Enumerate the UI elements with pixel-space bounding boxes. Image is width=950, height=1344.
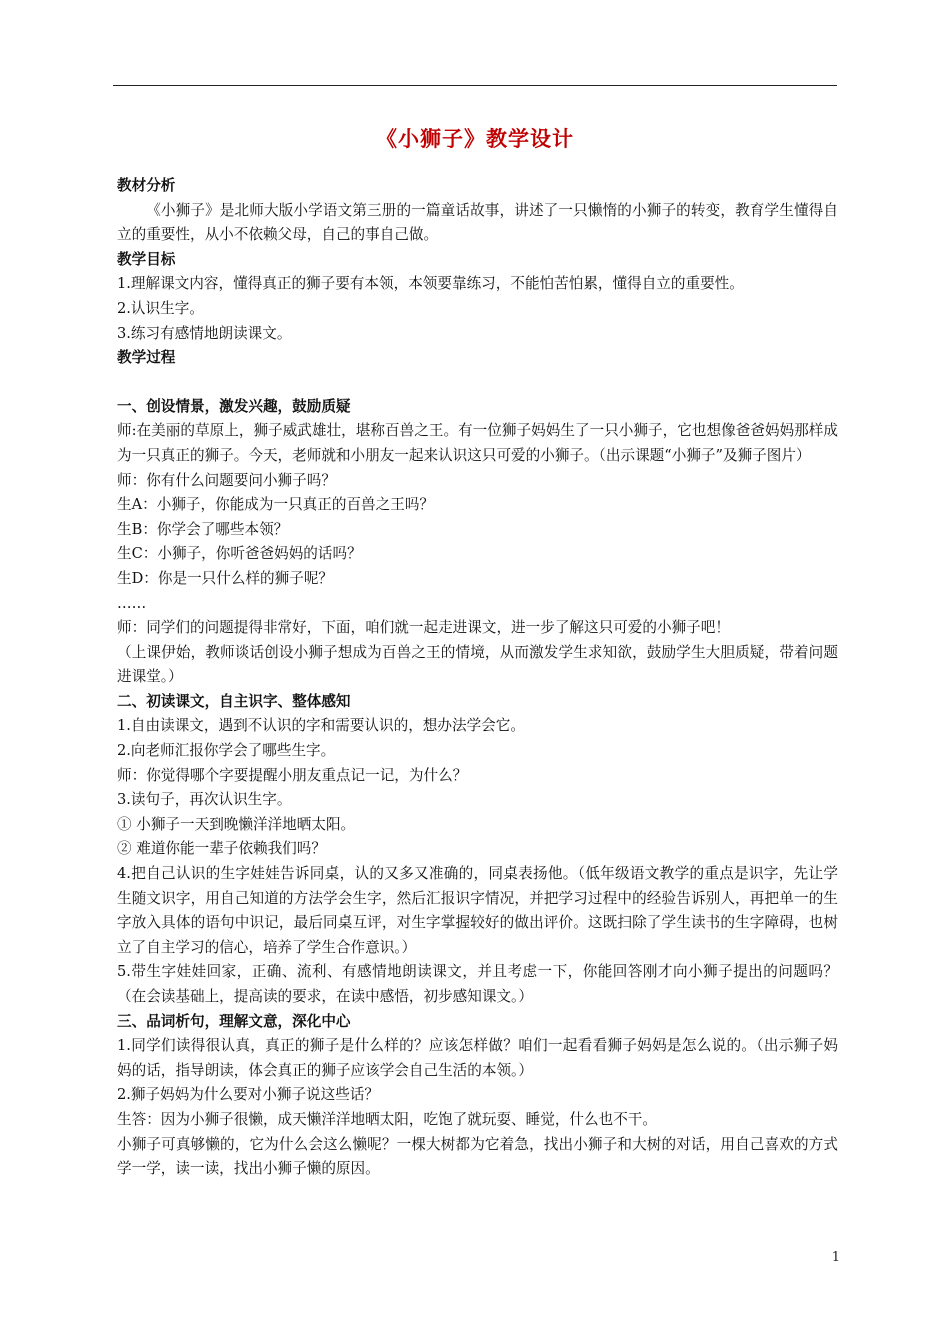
part2-line: 4.把自己认识的生字娃娃告诉同桌，认的又多又准确的，同桌表扬他。（低年级语文教学的重点是识字，先让学生随文识字，用自己知道的方法学会生字，然后汇报识字情况，并把学习过程中的经验告诉别人，再把单一的生字放入具体的语句中识记，最后同桌互评，对生字掌握较好的做出评价。这既扫除了学生读书的生字障碍，也树立了自主学习的信心，培养了学生合作意识。） xyxy=(117,865,838,956)
goal-item: 3.练习有感情地朗读课文。 xyxy=(117,324,292,342)
part3-line: 小狮子可真够懒的，它为什么会这么懒呢？一棵大树都为它着急，找出小狮子和大树的对话，用自己喜欢的方式学一学，读一读，找出小狮子懒的原因。 xyxy=(117,1135,838,1178)
part2-line: ① 小狮子一天到晚懒洋洋地晒太阳。 xyxy=(117,815,356,833)
part1-heading: 一、创设情景，激发兴趣，鼓励质疑 xyxy=(117,397,351,415)
part1-line: 生D：你是一只什么样的狮子呢？ xyxy=(117,569,334,587)
section-heading-goals: 教学目标 xyxy=(117,250,176,268)
part3-line: 1.同学们读得很认真，真正的狮子是什么样的？应该怎样做？咱们一起看看狮子妈妈是怎么说的。（出示狮子妈妈的话，指导朗读，体会真正的狮子应该学会自己生活的本领。） xyxy=(117,1037,838,1079)
part2-line: 3.读句子，再次认识生字。 xyxy=(117,791,292,809)
document-title: 《小狮子》教学设计 xyxy=(376,126,574,151)
document-body xyxy=(117,174,838,1182)
part1-line: 师：同学们的问题提得非常好，下面，咱们就一起走进课文，进一步了解这只可爱的小狮子吧！ xyxy=(117,619,730,637)
part2-line: 5.带生字娃娃回家，正确、流利、有感情地朗读课文，并且考虑一下，你能回答刚才向小狮子提出的问题吗？（在会读基础上，提高读的要求，在读中感悟，初步感知课文。） xyxy=(117,963,838,1005)
part2-line: 2.向老师汇报你学会了哪些生字。 xyxy=(117,742,336,760)
part2-line: ② 难道你能一辈子依赖我们吗？ xyxy=(117,840,326,858)
part3-line: 生答：因为小狮子很懒，成天懒洋洋地晒太阳，吃饱了就玩耍、睡觉，什么也不干。 xyxy=(117,1110,657,1128)
section-heading-process: 教学过程 xyxy=(117,349,176,367)
header-rule xyxy=(113,85,837,86)
part1-line: 师：你有什么问题要问小狮子吗？ xyxy=(117,471,336,489)
part1-line: 生B：你学会了哪些本领？ xyxy=(117,520,289,538)
goal-item: 1.理解课文内容，懂得真正的狮子要有本领，本领要靠练习，不能怕苦怕累，懂得自立的重要性。 xyxy=(117,275,744,293)
goal-item: 2.认识生字。 xyxy=(117,299,204,317)
part1-line: 师:在美丽的草原上，狮子威武雄壮，堪称百兽之王。有一位狮子妈妈生了一只小狮子，它也想像爸爸妈妈那样成为一只真正的狮子。今天，老师就和小朋友一起来认识这只可爱的小狮子。（出示课题“小狮子”及狮子图片） xyxy=(117,422,838,464)
analysis-paragraph: 《小狮子》是北师大版小学语文第三册的一篇童话故事，讲述了一只懒惰的小狮子的转变，教育学生懂得自立的重要性，从小不依赖父母，自己的事自己做。 xyxy=(117,201,838,244)
blank-line xyxy=(117,371,838,395)
part1-line: （上课伊始，教师谈话创设小狮子想成为百兽之王的情境，从而激发学生求知欲，鼓励学生大胆质疑，带着问题进课堂。） xyxy=(117,643,838,686)
part2-line: 师：你觉得哪个字要提醒小朋友重点记一记，为什么？ xyxy=(117,766,468,784)
part3-heading: 三、品词析句，理解文意，深化中心 xyxy=(117,1012,351,1030)
part1-line: 生C：小狮子，你听爸爸妈妈的话吗？ xyxy=(117,545,362,563)
part1-line: 生A：小狮子，你能成为一只真正的百兽之王吗？ xyxy=(117,496,435,514)
part1-line: …… xyxy=(117,594,147,612)
part3-line: 2.狮子妈妈为什么要对小狮子说这些话？ xyxy=(117,1086,380,1104)
part2-line: 1.自由读课文，遇到不认识的字和需要认识的，想办法学会它。 xyxy=(117,717,525,735)
part2-heading: 二、初读课文，自主识字、整体感知 xyxy=(117,692,351,710)
page-number: 1 xyxy=(831,1250,840,1265)
section-heading-analysis: 教材分析 xyxy=(117,177,176,194)
